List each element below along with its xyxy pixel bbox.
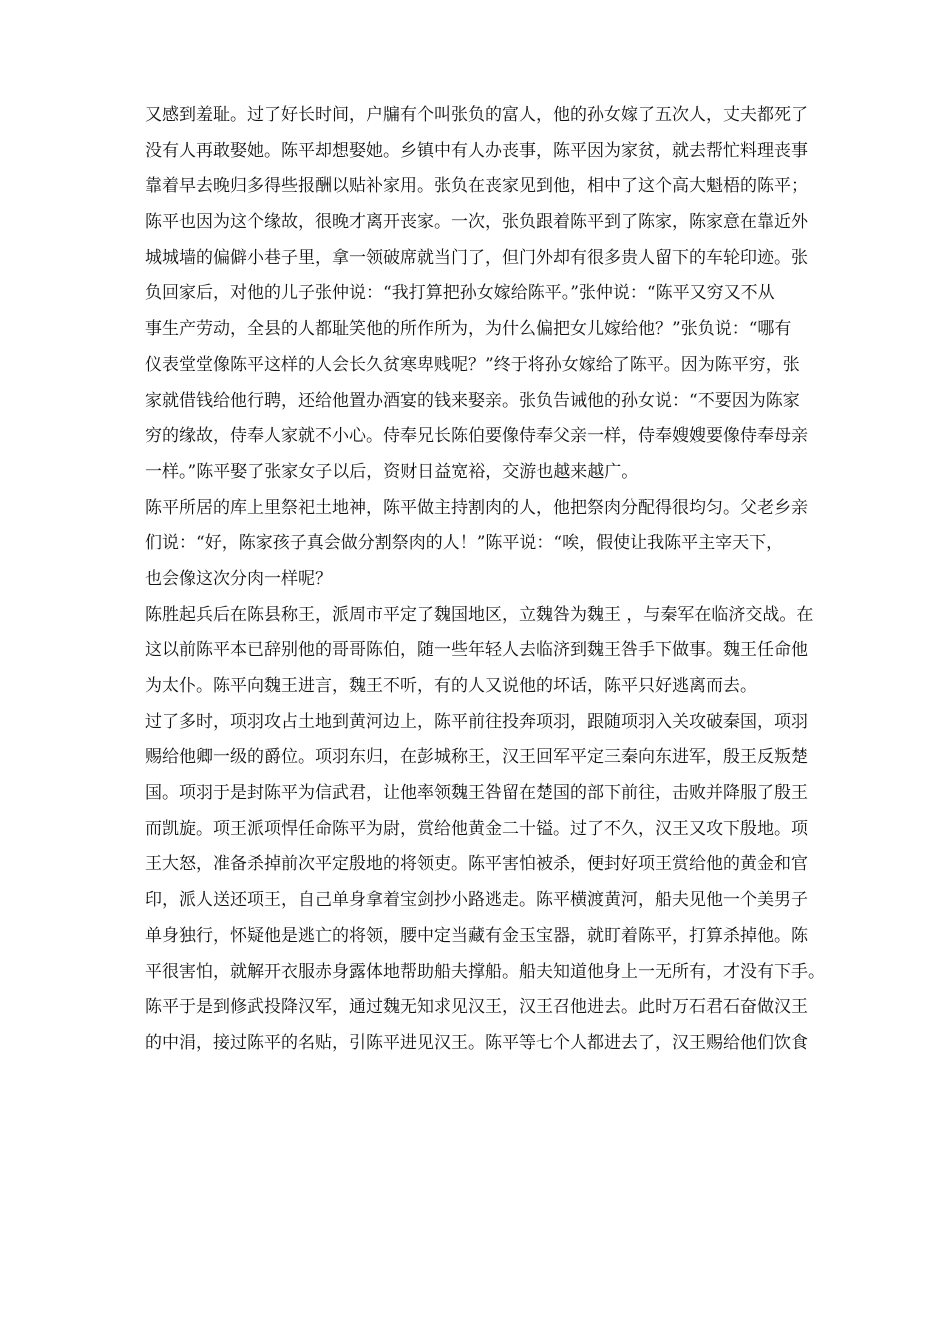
text-line: 王大怒，准备杀掉前次平定殷地的将领吏。陈平害怕被杀，便封好项王赏给他的黄金和官: [145, 854, 808, 875]
text-line: 靠着早去晚归多得些报酬以贴补家用。张负在丧家见到他，相中了这个高大魁梧的陈平；: [145, 176, 808, 197]
text-line: 也会像这次分肉一样呢？: [145, 568, 332, 589]
text-line: 城城墙的偏僻小巷子里，拿一领破席就当门了，但门外却有很多贵人留下的车轮印迹。张: [145, 247, 808, 268]
text-line: 这以前陈平本已辞别他的哥哥陈伯，随一些年轻人去临济到魏王咎手下做事。魏王任命他: [145, 640, 808, 661]
text-line: 的中涓，接过陈平的名贴，引陈平进见汉王。陈平等七个人都进去了，汉王赐给他们饮食: [145, 1032, 808, 1053]
text-line: 事生产劳动，全县的人都耻笑他的所作所为，为什么偏把女儿嫁给他？”张负说：“哪有: [145, 319, 792, 340]
text-line: 单身独行，怀疑他是逃亡的将领，腰中定当藏有金玉宝器，就盯着陈平，打算杀掉他。陈: [145, 925, 808, 946]
text-line: 赐给他卿一级的爵位。项羽东归，在彭城称王，汉王回军平定三秦向东进军，殷王反叛楚: [145, 747, 808, 768]
text-line: 一样。”陈平娶了张家女子以后，资财日益宽裕，交游也越来越广。: [145, 461, 639, 482]
text-line: 为太仆。陈平向魏王进言，魏王不听，有的人又说他的坏话，陈平只好逃离而去。: [145, 676, 757, 696]
text-line: 平很害怕，就解开衣服赤身露体地帮助船夫撑船。船夫知道他身上一无所有，才没有下手。: [145, 961, 825, 982]
text-line: 负回家后，对他的儿子张仲说：“我打算把孙女嫁给陈平。”张仲说：“陈平又穷又不从: [145, 283, 775, 304]
text-line: 陈平所居的库上里祭祀土地神，陈平做主持割肉的人，他把祭肉分配得很均匀。父老乡亲: [145, 497, 808, 518]
text-line: 国。项羽于是封陈平为信武君，让他率领魏王咎留在楚国的部下前往，击败并降服了殷王: [145, 783, 808, 804]
paragraph: [145, 98, 810, 491]
text-line: 陈胜起兵后在陈县称王，派周市平定了魏国地区，立魏咎为魏王 ，与秦军在临济交战。在: [145, 604, 814, 625]
paragraph: [145, 491, 810, 598]
text-line: 陈平于是到修武投降汉军，通过魏无知求见汉王，汉王召他进去。此时万石君石奋做汉王: [145, 997, 808, 1018]
text-line: 过了多时，项羽攻占土地到黄河边上，陈平前往投奔项羽，跟随项羽入关攻破秦国，项羽: [145, 711, 808, 732]
text-line: 穷的缘故，侍奉人家就不小心。侍奉兄长陈伯要像侍奉父亲一样，侍奉嫂嫂要像侍奉母亲: [145, 426, 808, 447]
document-body: [145, 98, 825, 1062]
text-line: 家就借钱给他行聘，还给他置办酒宴的钱来娶亲。张负告诫他的孙女说：“不要因为陈家: [145, 390, 800, 411]
text-line: 没有人再敢娶她。陈平却想娶她。乡镇中有人办丧事，陈平因为家贫，就去帮忙料理丧事: [145, 140, 808, 161]
text-line: 而凯旋。项王派项悍任命陈平为尉，赏给他黄金二十镒。过了不久，汉王又攻下殷地。项: [145, 818, 808, 839]
text-line: 陈平也因为这个缘故，很晚才离开丧家。一次，张负跟着陈平到了陈家，陈家意在靠近外: [145, 212, 808, 233]
text-line: 印，派人送还项王，自己单身拿着宝剑抄小路逃走。陈平横渡黄河，船夫见他一个美男子: [145, 890, 808, 911]
text-line: 仪表堂堂像陈平这样的人会长久贫寒卑贱呢？”终于将孙女嫁给了陈平。因为陈平穷，张: [145, 354, 800, 375]
text-line: 又感到羞耻。过了好长时间，户牖有个叫张负的富人，他的孙女嫁了五次人，丈夫都死了: [145, 105, 808, 125]
paragraph: [145, 598, 814, 705]
text-line: 们说：“好，陈家孩子真会做分割祭肉的人！”陈平说：“唉，假使让我陈平主宰天下，: [145, 533, 784, 554]
paragraph: [145, 705, 825, 1062]
